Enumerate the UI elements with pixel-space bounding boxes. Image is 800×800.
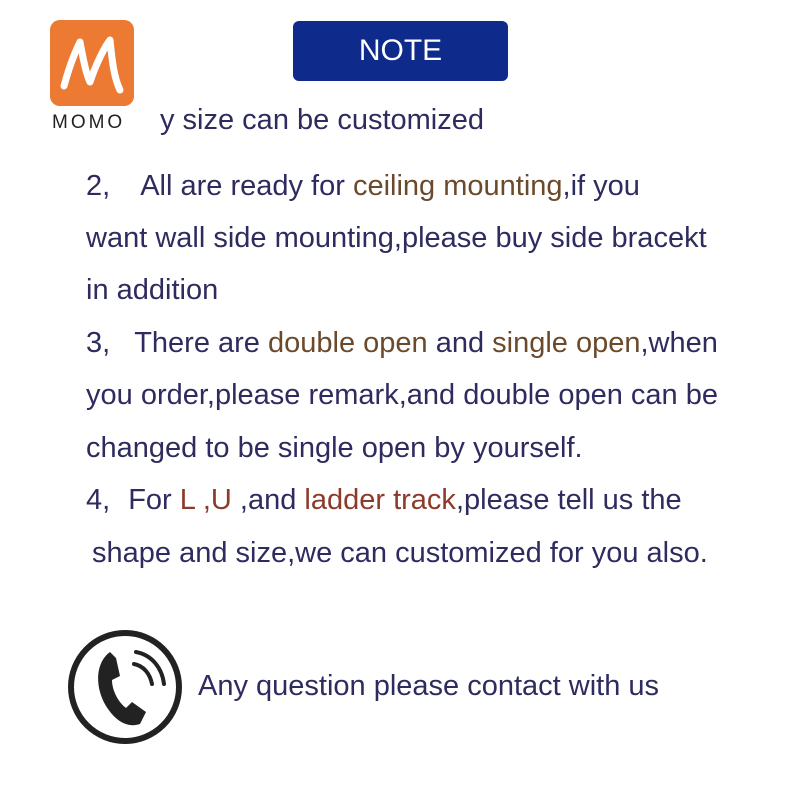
note-item-3-text-a: There are	[134, 327, 268, 359]
note-item-3-text-b: and	[427, 327, 493, 359]
ladder-track-highlight: ladder track	[304, 484, 456, 516]
note-item-4-line-1	[86, 484, 682, 517]
note-item-4-line-2: shape and size,we can customized for you also.	[92, 537, 708, 569]
note-item-3-line-3: changed to be single open by yourself.	[86, 432, 583, 464]
note-item-3-line-1	[86, 327, 718, 360]
note-item-4-text-b: ,and	[231, 484, 305, 516]
note-item-2-number: 2,	[86, 170, 111, 202]
note-item-2-line-3: in addition	[86, 274, 219, 306]
note-item-1: y size can be customized	[160, 104, 484, 136]
logo-text: MOMO	[52, 112, 126, 133]
note-item-3-line-2: you order,please remark,and double open can be	[86, 379, 718, 411]
ceiling-mounting-highlight: ceiling mounting	[352, 170, 563, 202]
phone-icon	[66, 628, 184, 746]
note-item-2-line-1	[86, 170, 640, 203]
brand-logo	[50, 20, 138, 134]
note-item-2-text-b: ,if you	[562, 170, 640, 202]
logo-mark-icon	[50, 20, 134, 106]
note-item-4-text-a: For	[128, 484, 180, 516]
note-item-3-number: 3,	[86, 327, 111, 359]
note-item-4-number: 4,	[86, 484, 111, 516]
double-open-highlight: double open	[267, 327, 428, 359]
note-item-3-text-c: ,when	[640, 327, 718, 359]
note-item-2-text-a: All are ready for	[140, 170, 353, 202]
single-open-highlight: single open	[492, 327, 641, 359]
contact-text: Any question please contact with us	[198, 670, 660, 702]
note-button[interactable]: NOTE	[293, 21, 508, 81]
note-item-2-line-2: want wall side mounting,please buy side bracekt	[86, 222, 707, 254]
note-item-4-text-c: ,please tell us the	[455, 484, 682, 516]
lu-track-highlight: L ,U	[179, 484, 232, 516]
